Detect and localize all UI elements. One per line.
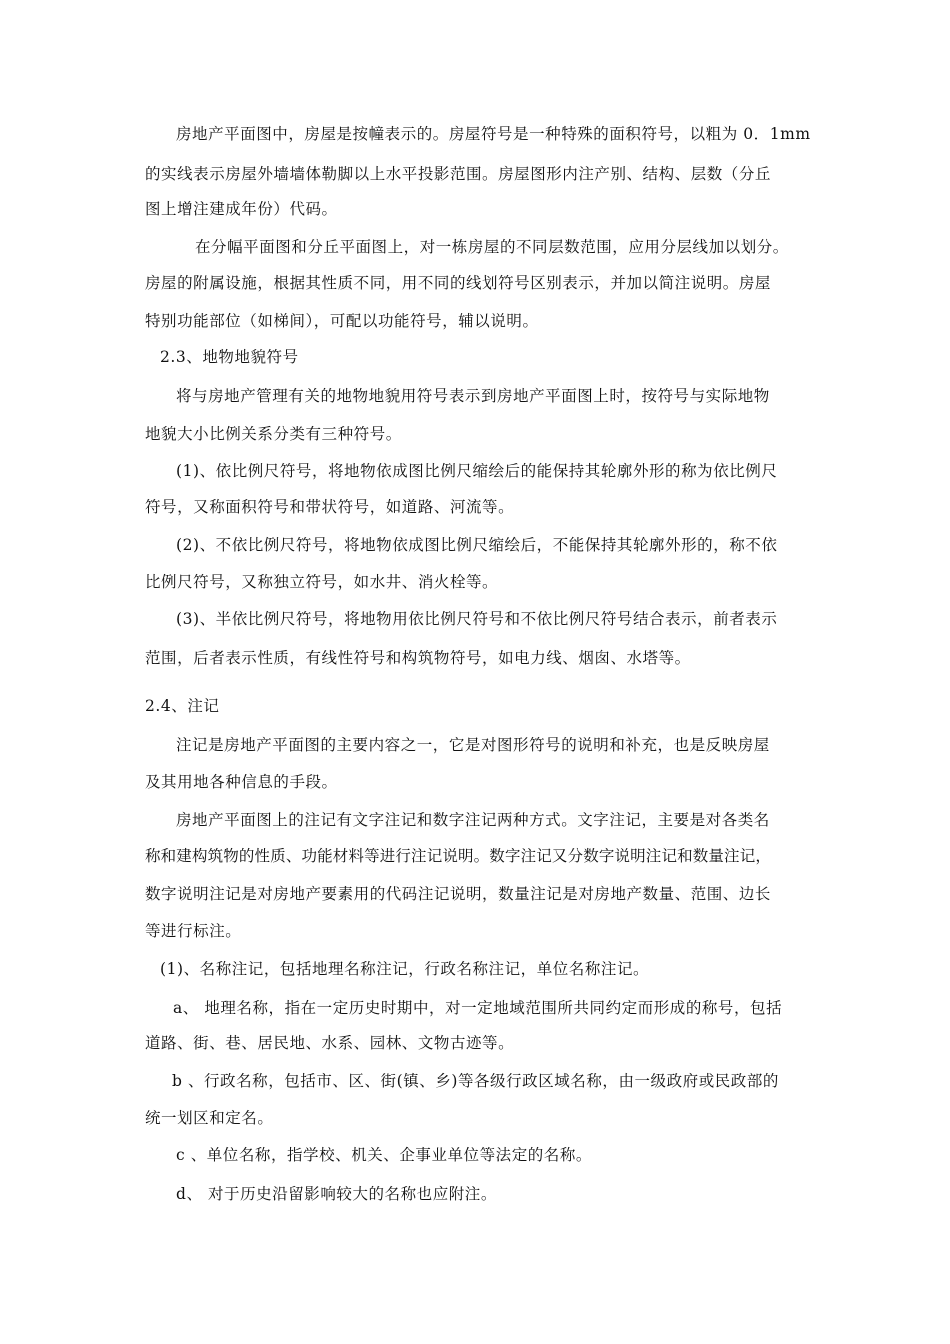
list-item-line: 范围，后者表示性质，有线性符号和构筑物符号，如电力线、烟囱、水塔等。	[145, 649, 691, 667]
list-item-line: 符号，又称面积符号和带状符号，如道路、河流等。	[145, 498, 515, 516]
paragraph-line: 及其用地各种信息的手段。	[145, 773, 338, 791]
list-item-line: 比例尺符号，又称独立符号，如水井、消火栓等。	[145, 573, 499, 591]
list-item-line: (3)、半依比例尺符号，将地物用依比例尺符号和不依比例尺符号结合表示，前者表示	[176, 610, 778, 628]
paragraph-line: 将与房地产管理有关的地物地貌用符号表示到房地产平面图上时，按符号与实际地物	[176, 387, 770, 405]
section-heading: 2.4、注记	[145, 697, 220, 715]
list-item-line: (2)、不依比例尺符号，将地物依成图比例尺缩绘后，不能保持其轮廓外形的，称不依	[176, 536, 778, 554]
paragraph-line: 在分幅平面图和分丘平面图上，对一栋房屋的不同层数范围，应用分层线加以划分。	[195, 238, 789, 256]
paragraph-line: 称和建构筑物的性质、功能材料等进行注记说明。数字注记又分数字说明注记和数量注记，	[145, 847, 772, 865]
paragraph-line: 特别功能部位（如梯间），可配以功能符号，辅以说明。	[145, 312, 539, 330]
paragraph-line: 图上增注建成年份）代码。	[145, 200, 338, 218]
paragraph-line: 注记是房地产平面图的主要内容之一，它是对图形符号的说明和补充，也是反映房屋	[176, 736, 770, 754]
list-item-line: b 、行政名称，包括市、区、街(镇、乡)等各级行政区域名称，由一级政府或民政部的	[172, 1072, 779, 1090]
paragraph-line: 房地产平面图中，房屋是按幢表示的。房屋符号是一种特殊的面积符号，以粗为 0．1mm	[176, 125, 811, 143]
list-item-line: 统一划区和定名。	[145, 1109, 274, 1127]
paragraph-line: 地貌大小比例关系分类有三种符号。	[145, 425, 402, 443]
list-item-line: c 、单位名称，指学校、机关、企事业单位等法定的名称。	[176, 1146, 592, 1164]
section-heading: 2.3、地物地貌符号	[160, 348, 299, 366]
paragraph-line: 等进行标注。	[145, 922, 242, 940]
list-item-line: d、 对于历史沿留影响较大的名称也应附注。	[176, 1185, 497, 1203]
paragraph-line: 的实线表示房屋外墙墙体勒脚以上水平投影范围。房屋图形内注产别、结构、层数（分丘	[145, 165, 771, 183]
list-item-line: a、 地理名称，指在一定历史时期中，对一定地域范围所共同约定而形成的称号，包括	[173, 999, 783, 1017]
list-item-line: (1)、名称注记，包括地理名称注记，行政名称注记，单位名称注记。	[160, 960, 650, 978]
list-item-line: (1)、依比例尺符号，将地物依成图比例尺缩绘后的能保持其轮廓外形的称为依比例尺	[176, 462, 778, 480]
list-item-line: 道路、街、巷、居民地、水系、园林、文物古迹等。	[145, 1034, 515, 1052]
paragraph-line: 房地产平面图上的注记有文字注记和数字注记两种方式。文字注记，主要是对各类名	[176, 811, 770, 829]
paragraph-line: 数字说明注记是对房地产要素用的代码注记说明，数量注记是对房地产数量、范围、边长	[145, 885, 771, 903]
paragraph-line: 房屋的附属设施，根据其性质不同，用不同的线划符号区别表示，并加以简注说明。房屋	[145, 274, 771, 292]
